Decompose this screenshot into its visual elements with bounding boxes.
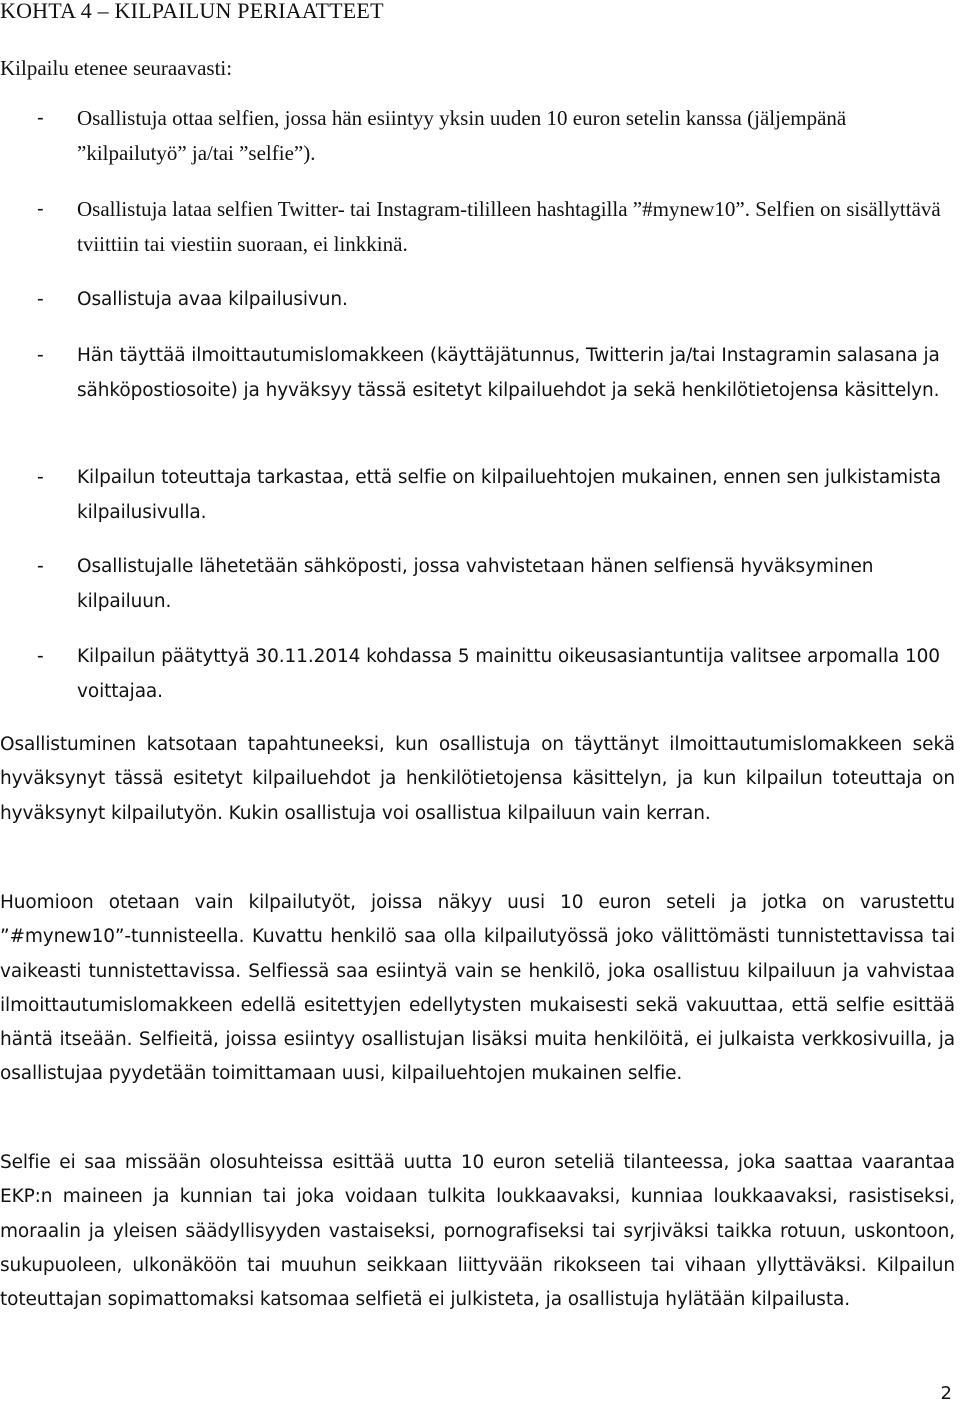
list-bullet: - — [37, 344, 44, 366]
list-item-text: Hän täyttää ilmoittautumislomakkeen (käyttäjätunnus, Twitterin ja/tai Instagramin salasana ja sähköpostiosoite) ja hyväksyy tässä esitetyt kilpailuehdot ja sekä henkilötietojensa käsittelyn. — [77, 345, 940, 401]
list-item-text: Kilpailun toteuttaja tarkastaa, että selfie on kilpailuehtojen mukainen, ennen sen julkistamista kilpailusivulla. — [77, 467, 942, 523]
section-heading: KOHTA 4 – KILPAILUN PERIAATTEET — [0, 0, 384, 23]
list-item-text: Kilpailun päätyttyä 30.11.2014 kohdassa 5 mainittu oikeusasiantuntija valitsee arpomalla 100 voittajaa. — [77, 646, 940, 702]
list-item-text: Osallistuja lataa selfien Twitter- tai Instagram-tililleen hashtagilla ”#mynew10”. Selfien on sisällyttävä tviittiin tai viestiin suoraan, ei linkkinä. — [77, 197, 941, 256]
list-bullet: - — [37, 645, 44, 667]
list-item-text: Osallistuja ottaa selfien, jossa hän esiintyy yksin uuden 10 euron setelin kanssa (jäljempänä ”kilpailutyö” ja/tai ”selfie”). — [77, 106, 847, 165]
page-number: 2 — [940, 1383, 952, 1404]
list-bullet: - — [37, 555, 44, 577]
list-bullet: - — [37, 466, 44, 488]
list-item-text: Osallistuja avaa kilpailusivun. — [77, 289, 348, 310]
body-paragraph: Selfie ei saa missään olosuhteissa esittää uutta 10 euron seteliä tilanteessa, joka saattaa vaarantaa EKP:n maineen ja kunnian tai joka voidaan tulkita loukkaavaksi, kunniaa loukkaavaksi, rasistiseksi, moraalin ja yleisen säädyllisyyden vastaiseksi, pornografiseksi tai syrjiväksi taikka rotuun, uskontoon, sukupuoleen, ulkonäköön tai muuhun seikkaan liittyvään rikokseen tai vihaan yllyttäväksi. Kilpailun toteuttajan sopimattomaksi katsomaa selfietä ei julkisteta, ja osallistuja hylätään kilpailusta. — [0, 1152, 955, 1311]
body-paragraph: Huomioon otetaan vain kilpailutyöt, joissa näkyy uusi 10 euron seteli ja jotka on varustettu ”#mynew10”-tunnisteella. Kuvattu henkilö saa olla kilpailutyössä joko välittömästi tunnistettavissa tai vaikeasti tunnistettavissa. Selfiessä saa esiintyä vain se henkilö, joka osallistuu kilpailuun ja vahvistaa ilmoittautumislomakkeen edellä esitettyjen edellytysten mukaisesti sekä vakuuttaa, että selfie esittää häntä itseään. Selfieitä, joissa esiintyy osallistujan lisäksi muita henkilöitä, ei julkaista verkkosivuilla, ja osallistujaa pyydetään toimittamaan uusi, kilpailuehtojen mukainen selfie. — [0, 892, 955, 1085]
list-bullet: - — [37, 288, 44, 310]
list-bullet: - — [37, 198, 44, 220]
body-paragraph: Osallistuminen katsotaan tapahtuneeksi, kun osallistuja on täyttänyt ilmoittautumislomakkeen sekä hyväksynyt tässä esitetyt kilpailuehdot ja henkilötietojensa käsittelyn, ja kun kilpailun toteuttaja on hyväksynyt kilpailutyön. Kukin osallistuja voi osallistua kilpailuun vain kerran. — [0, 734, 955, 824]
list-item-text: Osallistujalle lähetetään sähköposti, jossa vahvistetaan hänen selfiensä hyväksyminen kilpailuun. — [77, 556, 874, 612]
intro-text: Kilpailu etenee seuraavasti: — [0, 56, 233, 80]
list-bullet: - — [37, 107, 44, 129]
